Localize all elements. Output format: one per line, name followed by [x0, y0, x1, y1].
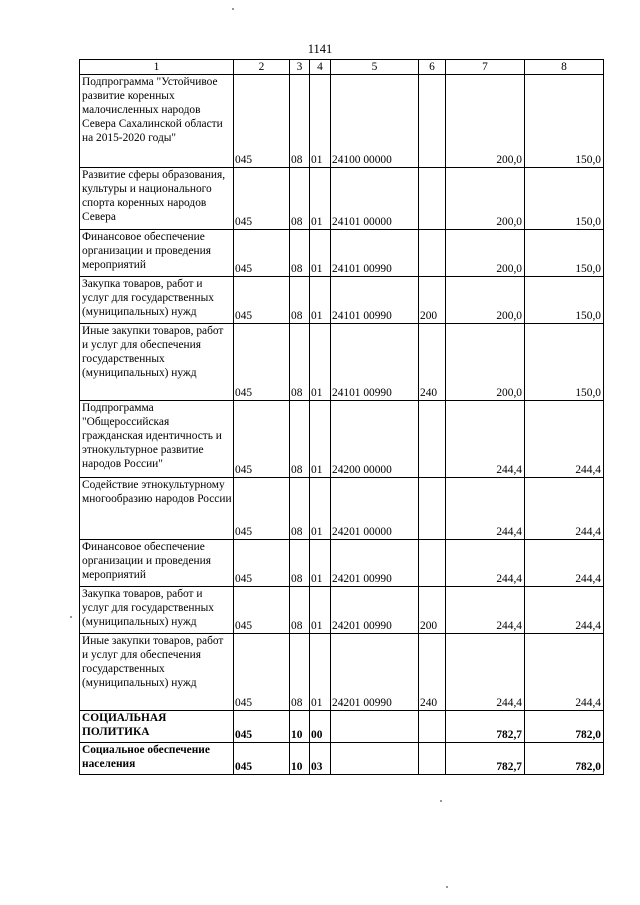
amount-col7: 782,7: [446, 743, 525, 775]
section-code: 08: [290, 540, 310, 587]
expense-type: [419, 540, 446, 587]
row-name: Закупка товаров, работ и услуг для государственных (муниципальных) нужд: [80, 587, 234, 634]
table-row: [80, 634, 604, 711]
row-name: Содействие этнокультурному многообразию народов России: [80, 478, 234, 540]
table-row: [80, 168, 604, 230]
amount-col8: 244,4: [525, 634, 604, 711]
scan-speck: [446, 886, 448, 888]
target-article: 24201 00000: [331, 478, 419, 540]
table-row: [80, 230, 604, 277]
section-code: 08: [290, 75, 310, 168]
target-article: 24101 00990: [331, 277, 419, 324]
section-code: 08: [290, 634, 310, 711]
row-name: Финансовое обеспечение организации и проведения мероприятий: [80, 230, 234, 277]
ministry-code: 045: [234, 75, 290, 168]
amount-col8: 782,0: [525, 711, 604, 743]
amount-col8: 150,0: [525, 230, 604, 277]
amount-col7: 200,0: [446, 230, 525, 277]
row-name: Подпрограмма "Устойчивое развитие коренных малочисленных народов Севера Сахалинской области на 2015-2020 годы": [80, 75, 234, 168]
row-name: Социальное обеспечение населения: [80, 743, 234, 775]
table-row: [80, 478, 604, 540]
table-row: [80, 540, 604, 587]
amount-col7: 244,4: [446, 540, 525, 587]
target-article: 24201 00990: [331, 540, 419, 587]
table-row: [80, 711, 604, 743]
ministry-code: 045: [234, 277, 290, 324]
subsection-code: 01: [310, 401, 331, 478]
row-name: СОЦИАЛЬНАЯ ПОЛИТИКА: [80, 711, 234, 743]
ministry-code: 045: [234, 401, 290, 478]
amount-col8: 150,0: [525, 324, 604, 401]
column-number: 6: [419, 60, 446, 75]
amount-col8: 244,4: [525, 540, 604, 587]
amount-col7: 244,4: [446, 478, 525, 540]
target-article: 24101 00990: [331, 324, 419, 401]
target-article: 24201 00990: [331, 587, 419, 634]
column-number: 4: [310, 60, 331, 75]
target-article: 24100 00000: [331, 75, 419, 168]
amount-col7: 244,4: [446, 401, 525, 478]
ministry-code: 045: [234, 634, 290, 711]
amount-col7: 782,7: [446, 711, 525, 743]
amount-col7: 244,4: [446, 587, 525, 634]
column-number: 1: [80, 60, 234, 75]
expense-type: 240: [419, 634, 446, 711]
row-name: Финансовое обеспечение организации и проведения мероприятий: [80, 540, 234, 587]
subsection-code: 01: [310, 478, 331, 540]
amount-col8: 150,0: [525, 75, 604, 168]
row-name: Развитие сферы образования, культуры и национального спорта коренных народов Севера: [80, 168, 234, 230]
amount-col8: 244,4: [525, 478, 604, 540]
table-row: [80, 743, 604, 775]
expense-type: [419, 401, 446, 478]
subsection-code: 01: [310, 230, 331, 277]
table-body: [80, 60, 604, 775]
ministry-code: 045: [234, 478, 290, 540]
column-number: 8: [525, 60, 604, 75]
expense-type: [419, 743, 446, 775]
subsection-code: 01: [310, 587, 331, 634]
table-row: [80, 277, 604, 324]
amount-col7: 200,0: [446, 277, 525, 324]
amount-col7: 244,4: [446, 634, 525, 711]
section-code: 08: [290, 401, 310, 478]
subsection-code: 01: [310, 75, 331, 168]
amount-col8: 150,0: [525, 277, 604, 324]
subsection-code: 01: [310, 168, 331, 230]
amount-col7: 200,0: [446, 324, 525, 401]
section-code: 10: [290, 711, 310, 743]
amount-col8: 782,0: [525, 743, 604, 775]
row-name: Закупка товаров, работ и услуг для государственных (муниципальных) нужд: [80, 277, 234, 324]
section-code: 10: [290, 743, 310, 775]
ministry-code: 045: [234, 230, 290, 277]
ministry-code: 045: [234, 587, 290, 634]
column-number: 3: [290, 60, 310, 75]
expense-type: [419, 168, 446, 230]
subsection-code: 01: [310, 634, 331, 711]
section-code: 08: [290, 277, 310, 324]
expense-type: 200: [419, 277, 446, 324]
amount-col8: 244,4: [525, 587, 604, 634]
column-number: 5: [331, 60, 419, 75]
table-row: [80, 587, 604, 634]
table-row: [80, 401, 604, 478]
row-name: Иные закупки товаров, работ и услуг для обеспечения государственных (муниципальных) нужд: [80, 634, 234, 711]
subsection-code: 01: [310, 277, 331, 324]
row-name: Подпрограмма "Общероссийская гражданская идентичность и этнокультурное развитие народов России": [80, 401, 234, 478]
column-number: 2: [234, 60, 290, 75]
section-code: 08: [290, 168, 310, 230]
column-number: 7: [446, 60, 525, 75]
amount-col8: 244,4: [525, 401, 604, 478]
scan-speck: [232, 8, 234, 10]
column-number-row: [80, 60, 604, 75]
section-code: 08: [290, 324, 310, 401]
ministry-code: 045: [234, 168, 290, 230]
section-code: 08: [290, 230, 310, 277]
amount-col8: 150,0: [525, 168, 604, 230]
scan-speck: [70, 616, 72, 618]
page-number: 1141: [307, 42, 333, 56]
expense-type: [419, 711, 446, 743]
amount-col7: 200,0: [446, 75, 525, 168]
budget-table: [79, 59, 604, 775]
scan-speck: [440, 800, 442, 802]
subsection-code: 00: [310, 711, 331, 743]
ministry-code: 045: [234, 711, 290, 743]
target-article: [331, 711, 419, 743]
subsection-code: 01: [310, 540, 331, 587]
ministry-code: 045: [234, 743, 290, 775]
expense-type: 200: [419, 587, 446, 634]
expense-type: [419, 230, 446, 277]
table-row: [80, 324, 604, 401]
subsection-code: 01: [310, 324, 331, 401]
target-article: 24101 00000: [331, 168, 419, 230]
expense-type: [419, 478, 446, 540]
expense-type: 240: [419, 324, 446, 401]
ministry-code: 045: [234, 324, 290, 401]
section-code: 08: [290, 478, 310, 540]
expense-type: [419, 75, 446, 168]
table-row: [80, 75, 604, 168]
target-article: 24101 00990: [331, 230, 419, 277]
target-article: 24201 00990: [331, 634, 419, 711]
section-code: 08: [290, 587, 310, 634]
target-article: [331, 743, 419, 775]
row-name: Иные закупки товаров, работ и услуг для обеспечения государственных (муниципальных) нужд: [80, 324, 234, 401]
amount-col7: 200,0: [446, 168, 525, 230]
subsection-code: 03: [310, 743, 331, 775]
target-article: 24200 00000: [331, 401, 419, 478]
ministry-code: 045: [234, 540, 290, 587]
